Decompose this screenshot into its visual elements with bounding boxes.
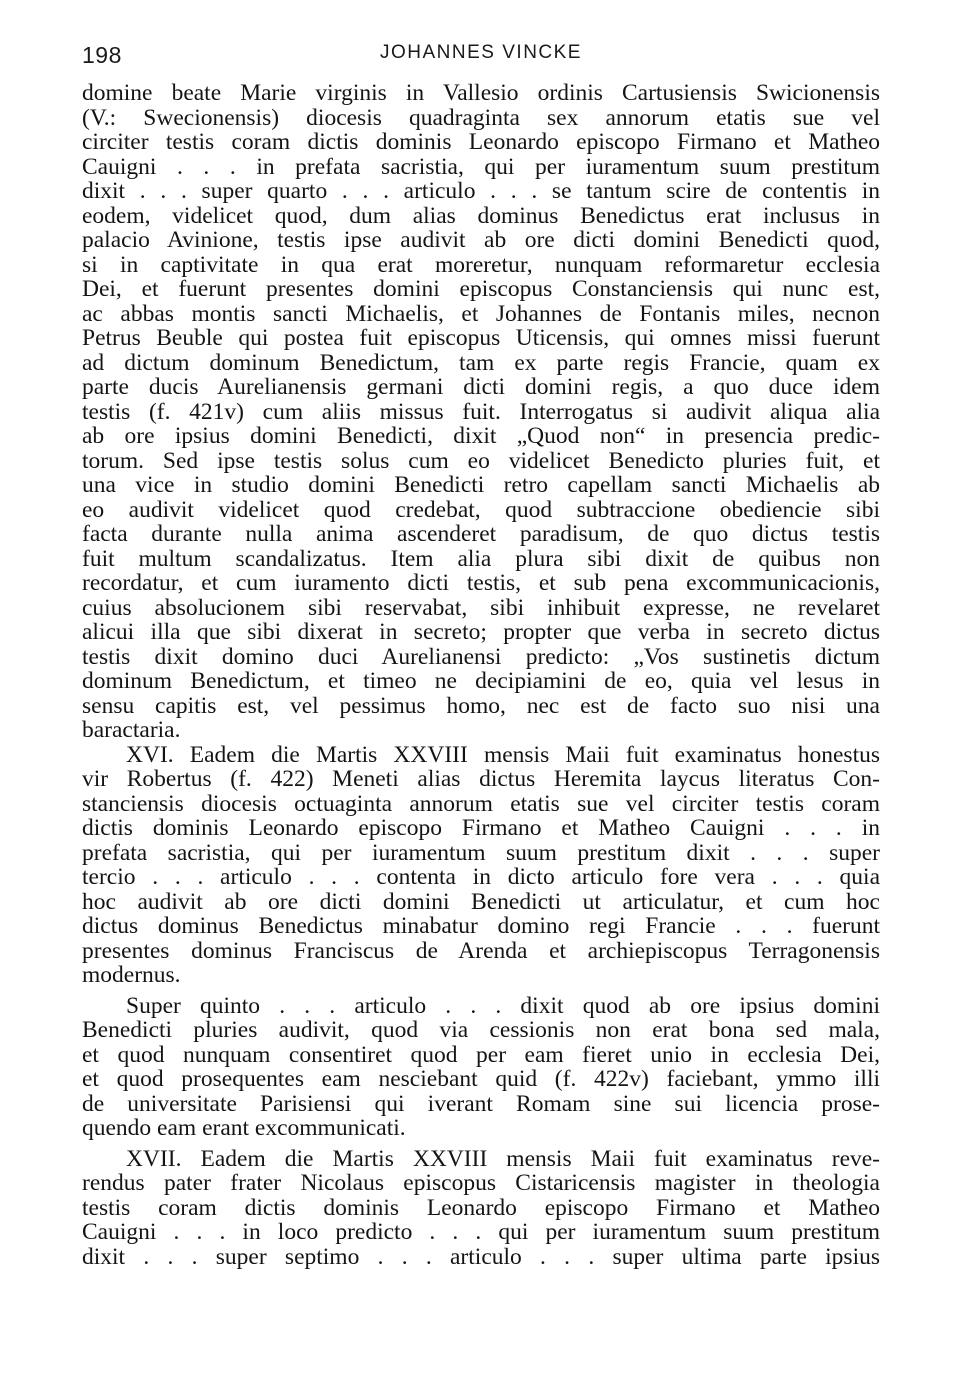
text-line: stanciensis diocesis octuaginta annorum etatis sue vel circiter testis coram bbox=[82, 790, 880, 817]
text-line: dixit . . . super quarto . . . articulo . . . se tantum scire de contentis in bbox=[82, 178, 880, 204]
text-line: cuius absolucionem sibi reservabat, sibi inhibuit expresse, ne revelaret bbox=[82, 594, 880, 621]
text-line: tercio . . . articulo . . . contenta in dicto articulo fore vera . . . quia bbox=[82, 864, 880, 890]
text-line: XVII. Eadem die Martis XXVIII mensis Maii fuit examinatus reve- bbox=[126, 1145, 880, 1172]
text-line: ac abbas montis sancti Michaelis, et Johannes de Fontanis miles, necnon bbox=[82, 300, 880, 327]
text-line: hoc audivit ab ore dicti domini Benedicti ut articulatur, et cum hoc bbox=[82, 888, 880, 915]
text-line: prefata sacristia, qui per iuramentum suum prestitum dixit . . . super bbox=[82, 839, 880, 866]
page-number: 198 bbox=[82, 42, 122, 68]
text-line: testis coram dictis dominis Leonardo episcopo Firmano et Matheo bbox=[82, 1194, 880, 1221]
text-line: circiter testis coram dictis dominis Leonardo episcopo Firmano et Matheo bbox=[82, 129, 880, 155]
text-line: Petrus Beuble qui postea fuit episcopus Uticensis, qui omnes missi fuerunt bbox=[82, 325, 880, 351]
text-line: parte ducis Aurelianensis germani dicti domini regis, a quo duce idem bbox=[82, 374, 880, 400]
text-line: palacio Avinione, testis ipse audivit ab ore dicti domini Benedicti quod, bbox=[82, 227, 880, 253]
text-line: et quod nunquam consentiret quod per eam fieret unio in ecclesia Dei, bbox=[82, 1041, 880, 1068]
text-line: torum. Sed ipse testis solus cum eo videlicet Benedicto pluries fuit, et bbox=[82, 447, 880, 474]
running-head: JOHANNES VINCKE bbox=[380, 42, 582, 63]
text-line: dominum Benedictum, et timeo ne decipiamini de eo, quia vel lesus in bbox=[82, 668, 880, 694]
text-line: Benedicti pluries audivit, quod via cessionis non erat bona sed mala, bbox=[82, 1017, 880, 1043]
text-line: vir Robertus (f. 422) Meneti alias dictus Heremita laycus literatus Con- bbox=[82, 766, 880, 792]
text-line: modernus. bbox=[82, 962, 181, 988]
text-line: fuit multum scandalizatus. Item alia plura sibi dixit de quibus non bbox=[82, 545, 880, 572]
text-line: una vice in studio domini Benedicti retro capellam sancti Michaelis ab bbox=[82, 472, 880, 498]
text-line: Cauigni . . . in loco predicto . . . qui per iuramentum suum prestitum bbox=[82, 1219, 880, 1245]
text-line: si in captivitate in qua erat moreretur, nunquam reformaretur ecclesia bbox=[82, 251, 880, 278]
page-header bbox=[82, 34, 880, 74]
text-line: eo audivit videlicet quod credebat, quod subtraccione obediencie sibi bbox=[82, 496, 880, 523]
text-line: de universitate Parisiensi qui iverant Romam sine sui licencia prose- bbox=[82, 1090, 880, 1117]
text-line: testis dixit domino duci Aurelianensi predicto: „Vos sustinetis dictum bbox=[82, 643, 880, 670]
text-line: testis (f. 421v) cum aliis missus fuit. Interrogatus si audivit aliqua alia bbox=[82, 398, 880, 425]
text-line: Super quinto . . . articulo . . . dixit quod ab ore ipsius domini bbox=[126, 992, 880, 1019]
text-line: ab ore ipsius domini Benedicti, dixit „Quod non“ in presencia predic- bbox=[82, 423, 880, 449]
text-line: dictis dominis Leonardo episcopo Firmano et Matheo Cauigni . . . in bbox=[82, 815, 880, 841]
text-line: presentes dominus Franciscus de Arenda et archiepiscopus Terragonensis bbox=[82, 937, 880, 964]
document-body bbox=[82, 81, 880, 1269]
text-line: recordatur, et cum iuramento dicti testis, et sub pena excommunicacionis, bbox=[82, 570, 880, 596]
text-line: eodem, videlicet quod, dum alias dominus Benedictus erat inclusus in bbox=[82, 202, 880, 229]
text-line: (V.: Swecionensis) diocesis quadraginta sex annorum etatis sue vel bbox=[82, 104, 880, 131]
text-line: sensu capitis est, vel pessimus homo, nec est de facto suo nisi una bbox=[82, 692, 880, 719]
text-line: baractaria. bbox=[82, 717, 181, 743]
text-line: quendo eam erant excommunicati. bbox=[82, 1115, 406, 1141]
text-line: facta durante nulla anima ascenderet paradisum, de quo dictus testis bbox=[82, 521, 880, 547]
text-line: ad dictum dominum Benedictum, tam ex parte regis Francie, quam ex bbox=[82, 349, 880, 376]
text-line: domine beate Marie virginis in Vallesio ordinis Cartusiensis Swicionensis bbox=[82, 80, 880, 106]
text-line: dixit . . . super septimo . . . articulo . . . super ultima parte ipsius bbox=[82, 1243, 880, 1270]
text-line: dictus dominus Benedictus minabatur domino regi Francie . . . fuerunt bbox=[82, 913, 880, 939]
text-line: Dei, et fuerunt presentes domini episcopus Constanciensis qui nunc est, bbox=[82, 276, 880, 302]
text-line: XVI. Eadem die Martis XXVIII mensis Maii fuit examinatus honestus bbox=[126, 741, 880, 768]
text-line: et quod prosequentes eam nesciebant quid (f. 422v) faciebant, ymmo illi bbox=[82, 1066, 880, 1092]
text-line: Cauigni . . . in prefata sacristia, qui per iuramentum suum prestitum bbox=[82, 153, 880, 180]
document-page bbox=[82, 34, 880, 1269]
text-line: rendus pater frater Nicolaus episcopus Cistaricensis magister in theologia bbox=[82, 1170, 880, 1196]
text-line: alicui illa que sibi dixerat in secreto; propter que verba in secreto dictus bbox=[82, 619, 880, 645]
